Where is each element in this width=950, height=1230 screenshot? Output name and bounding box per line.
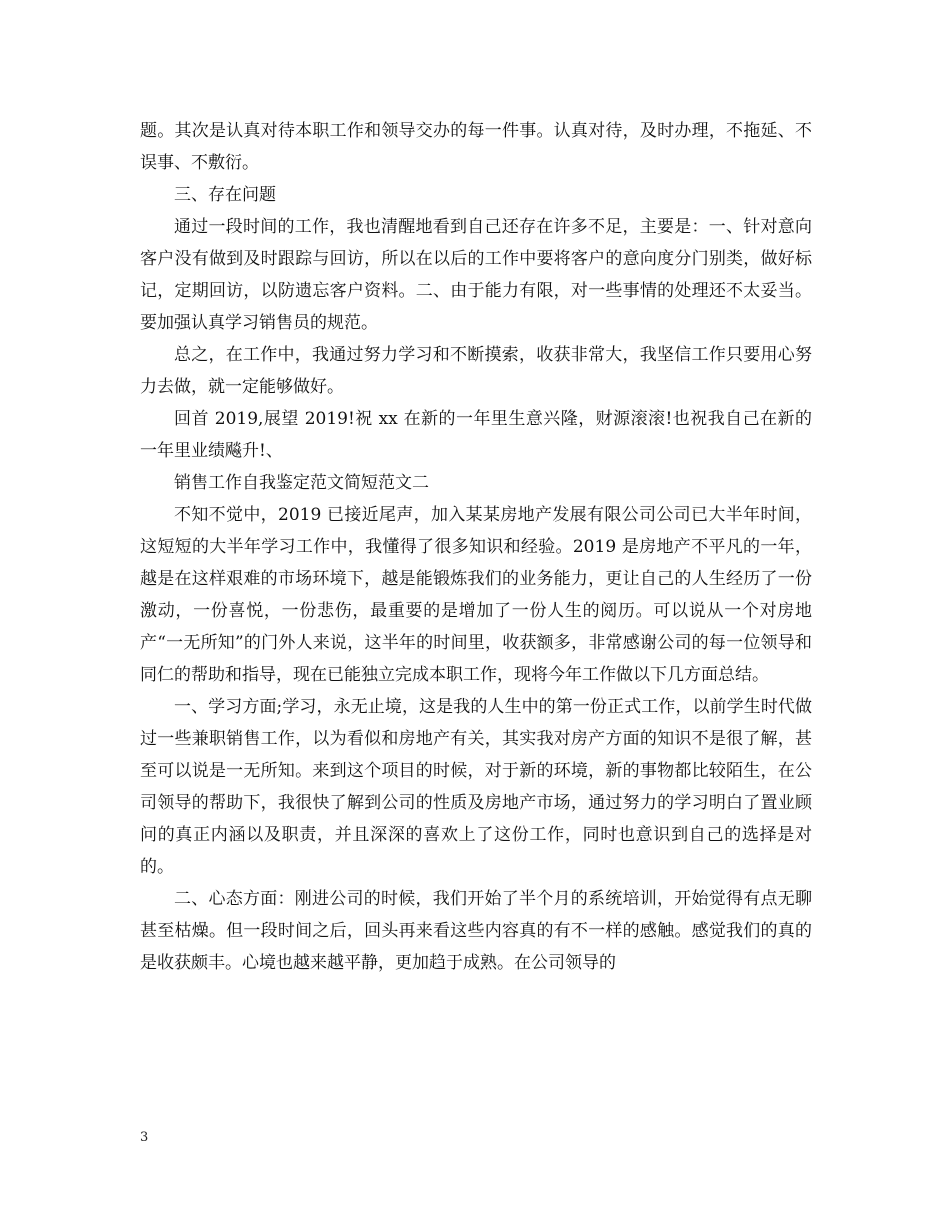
document-body [140, 115, 812, 979]
paragraph-mindset: 二、心态方面：刚进公司的时候，我们开始了半个月的系统培训，开始觉得有点无聊甚至枯燥。但一段时间之后，回头再来看这些内容真的有不一样的感触。感觉我们的真的是收获颇丰。心境也越来越平静，更加趋于成熟。在公司领导的 [140, 889, 812, 973]
paragraph-learning: 一、学习方面;学习，永无止境，这是我的人生中的第一份正式工作，以前学生时代做过一些兼职销售工作，以为看似和房地产有关，其实我对房产方面的知识不是很了解，甚至可以说是一无所知。来到这个项目的时候，对于新的环境，新的事物都比较陌生，在公司领导的帮助下，我很快了解到公司的性质及房地产市场，通过努力的学习明白了置业顾问的真正内涵以及职责，并且深深的喜欢上了这份工作，同时也意识到自己的选择是对的。 [140, 697, 812, 877]
paragraph-continuation: 题。其次是认真对待本职工作和领导交办的每一件事。认真对待，及时办理，不拖延、不误事、不敷衍。 [140, 121, 812, 173]
section-heading-problems: 三、存在问题 [174, 185, 276, 205]
paragraph-intro-two: 不知不觉中，2019 已接近尾声，加入某某房地产发展有限公司公司已大半年时间，这短短的大半年学习工作中，我懂得了很多知识和经验。2019 是房地产不平凡的一年，越是在这样艰难的市场环境下，越是能锻炼我们的业务能力，更让自己的人生经历了一份激动，一份喜悦，一份悲伤，最重要的是增加了一份人生的阅历。可以说从一个对房地产“一无所知”的门外人来说，这半年的时间里，收获额多，非常感谢公司的每一位领导和同仁的帮助和指导，现在已能独立完成本职工作，现将今年工作做以下几方面总结。 [140, 505, 812, 685]
paragraph-summary: 总之，在工作中，我通过努力学习和不断摸索，收获非常大，我坚信工作只要用心努力去做，就一定能够做好。 [140, 345, 812, 397]
page-number: 3 [140, 1130, 149, 1145]
paragraph-problems: 通过一段时间的工作，我也清醒地看到自己还存在许多不足，主要是：一、针对意向客户没有做到及时跟踪与回访，所以在以后的工作中要将客户的意向度分门别类，做好标记，定期回访，以防遗忘客户资料。二、由于能力有限，对一些事情的处理还不太妥当。要加强认真学习销售员的规范。 [140, 217, 812, 333]
article-title-two: 销售工作自我鉴定范文简短范文二 [174, 473, 429, 493]
paragraph-wishes: 回首 2019,展望 2019!祝 xx 在新的一年里生意兴隆，财源滚滚!也祝我自己在新的一年里业绩飚升!、 [140, 409, 812, 461]
